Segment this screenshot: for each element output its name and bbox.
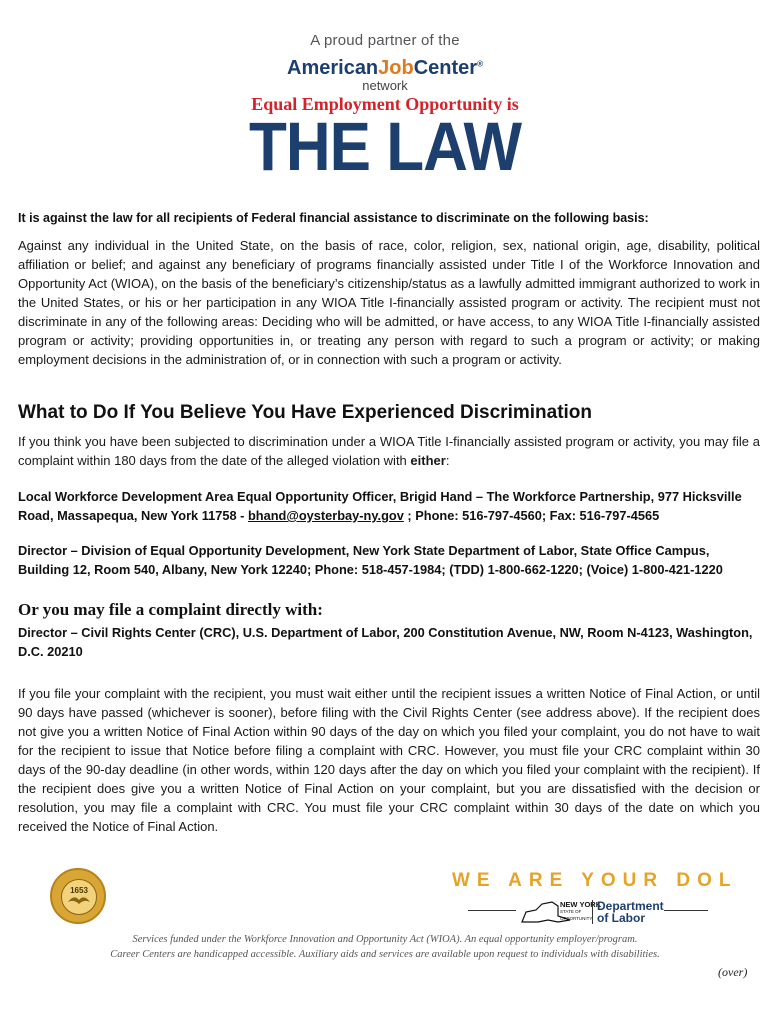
partner-line: A proud partner of the bbox=[310, 32, 460, 49]
what-to-do-paragraph bbox=[18, 432, 760, 470]
local-contact-text: Local Workforce Development Area Equal Opportunity Officer, Brigid Hand – The Workforce Partnership, 977 Hicksville Road, Massapequa, New York 11758 - bbox=[18, 489, 742, 523]
local-contact-phone: ; Phone: 516-797-4560; Fax: 516-797-4565 bbox=[403, 508, 660, 523]
ajc-american: American bbox=[287, 57, 379, 79]
ajc-registered: ® bbox=[477, 59, 483, 69]
ny-line2: STATE OF bbox=[560, 909, 582, 914]
what-to-do-heading: What to Do If You Believe You Have Experienced Discrimination bbox=[18, 402, 593, 423]
local-eo-officer-contact bbox=[18, 487, 760, 525]
what-to-do-post: : bbox=[445, 453, 450, 468]
funding-note: Services funded under the Workforce Innovation and Opportunity Act (WIOA). An equal opportunity employer/program. bbox=[132, 934, 638, 945]
american-job-center-logo bbox=[0, 57, 770, 80]
logo-divider-left bbox=[468, 910, 516, 911]
accessibility-note: Career Centers are handicapped accessible. Auxiliary aids and services are available upon request to individuals with disabilities. bbox=[110, 949, 660, 960]
the-law-title: THE LAW bbox=[249, 109, 521, 186]
department-of-labor-wordmark bbox=[592, 900, 664, 924]
page-header bbox=[0, 32, 770, 186]
state-eo-director-contact: Director – Division of Equal Opportunity Development, New York State Department of Labor, State Office Campus, Building 12, Room 540, Albany, New York 12240; Phone: 518-457-1984; (TDD) 1-800-662-1220; (Voice) 1-800-421-1220 bbox=[18, 543, 723, 577]
ny-line1: NEW YORK bbox=[560, 900, 602, 909]
eeo-subtitle: Equal Employment Opportunity is bbox=[251, 94, 519, 114]
seal-year: 1653 bbox=[70, 886, 88, 895]
network-label: network bbox=[362, 78, 408, 93]
intro-heading: It is against the law for all recipients of Federal financial assistance to discriminate on the following basis: bbox=[18, 211, 649, 225]
file-directly-heading: Or you may file a complaint directly with: bbox=[18, 600, 323, 619]
logo-divider-right bbox=[664, 910, 708, 911]
crc-director-contact: Director – Civil Rights Center (CRC), U.S. Department of Labor, 200 Constitution Avenue, NW, Room N-4123, Washington, D.C. 20210 bbox=[18, 625, 753, 659]
dept-line1: Department bbox=[597, 899, 664, 913]
over-indicator: (over) bbox=[718, 965, 748, 979]
ajc-center: Center bbox=[413, 57, 478, 79]
what-to-do-pre: If you think you have been subjected to discrimination under a WIOA Title I-financially assisted program or activity, you may file a complaint within 180 days from the date of the alleged violation with bbox=[18, 434, 760, 468]
seal-center bbox=[61, 879, 97, 915]
seal-bird-icon bbox=[62, 880, 96, 914]
ajc-job: Job bbox=[378, 57, 414, 79]
town-of-oyster-bay-seal bbox=[50, 868, 106, 924]
dept-line2: of Labor bbox=[597, 911, 645, 925]
either-emphasis: either bbox=[410, 453, 446, 468]
ny-line3: OPPORTUNITY. bbox=[560, 916, 594, 921]
crc-complaint-paragraph: If you file your complaint with the recipient, you must wait either until the recipient issues a written Notice of Final Action, or until 90 days have passed (whichever is sooner), before filing with the Civil Rights Center (see address above). If the recipient does not give you a written Notice of Final Action within 90 days of the day on which you filed your complaint, you do not have to wait for the recipient to issue that Notice before filing a complaint with CRC. However, you must file your CRC complaint within 30 days of the 90-day deadline (in other words, within 120 days after the day on which you filed your complaint with the recipient). If the recipient does give you a written Notice of Final Action on your complaint, but you are dissatisfied with the decision or resolution, you may file a complaint with CRC. You must file your CRC complaint within 30 days of the date on which you received the Notice of Final Action. bbox=[18, 686, 760, 834]
intro-paragraph: Against any individual in the United State, on the basis of race, color, religion, sex, national origin, age, disability, political affiliation or belief; and against any beneficiary of programs financially assisted under Title I of the Workforce Innovation and Opportunity Act (WIOA), on the basis of the beneficiary’s citizenship/status as a lawfully admitted immigrant authorized to work in the United States, or his or her participation in any WIOA Title I-financially assisted program or activity. The recipient must not discriminate in any of the following areas: Deciding who will be admitted, or have access, to any WIOA Title I-financially assisted program or activity; providing opportunities in, or treating any person with regard to such a program or activity; or making employment decisions in the administration of, or in connection with such a program or activity. bbox=[18, 238, 760, 367]
we-are-your-dol-tagline: WE ARE YOUR DOL bbox=[452, 870, 738, 891]
local-contact-email-link[interactable]: bhand@oysterbay-ny.gov bbox=[247, 508, 404, 523]
